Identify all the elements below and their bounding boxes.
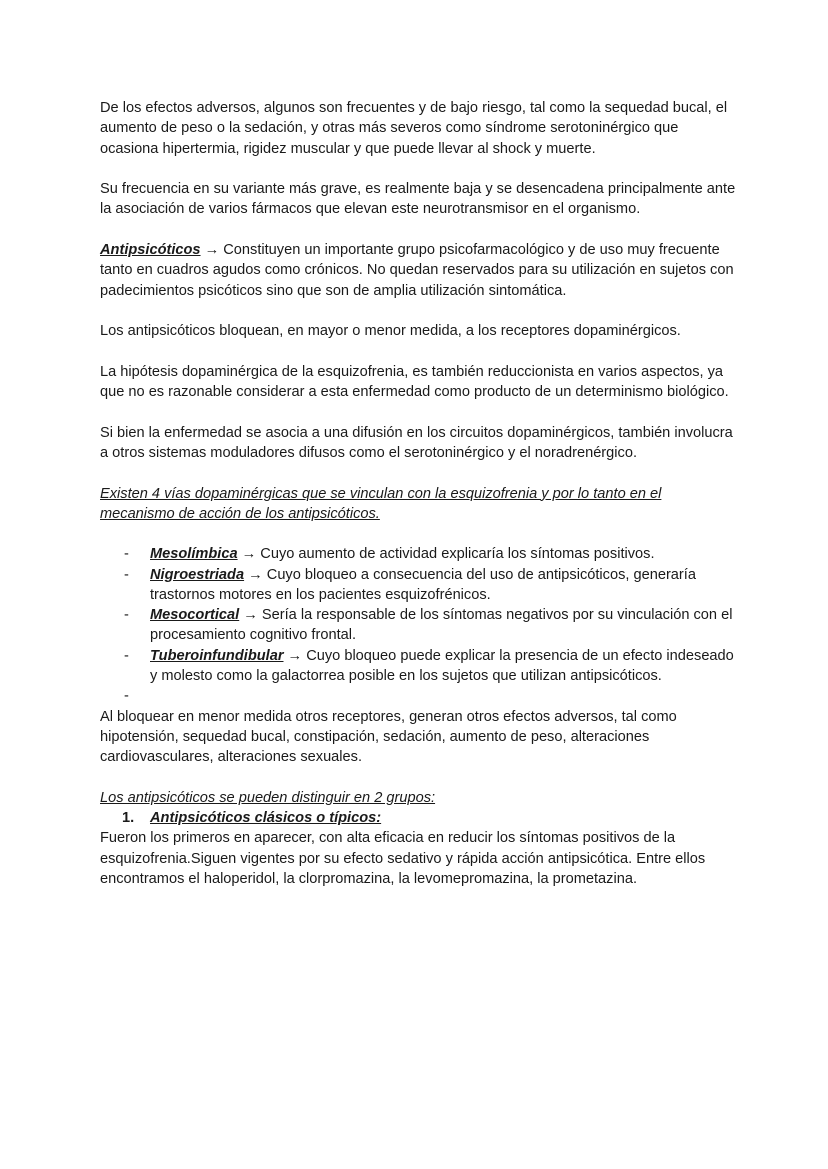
document-body bbox=[100, 98, 740, 889]
bullet-dash: - bbox=[124, 647, 129, 664]
heading-groups: Los antipsicóticos se pueden distinguir en 2 grupos: bbox=[100, 789, 436, 806]
bullet-dash: - bbox=[124, 607, 129, 624]
paragraph-adverse-effects: De los efectos adversos, algunos son frecuentes y de bajo riesgo, tal como la sequedad bucal, el aumento de peso o la sedación, y otras más severos como síndrome serotoninérgico que ocasiona hipertermia, rigidez muscular y que puede llevar al shock y muerte. bbox=[100, 100, 728, 157]
group-label: Antipsicóticos clásicos o típicos: bbox=[150, 810, 382, 827]
bullet-dash: - bbox=[124, 566, 129, 583]
list-item-pathway bbox=[100, 646, 740, 687]
group-number: 1. bbox=[122, 810, 135, 827]
antipsychotics-definition: → Constituyen un importante grupo psicofarmacológico y de uso muy frecuente tanto en cuadros agudos como crónicos. No quedan reservados para su utilización en sujetos con padecimientos psicóticos sino que son de amplia utilización sintomática. bbox=[100, 242, 734, 299]
pathways-list bbox=[100, 544, 740, 706]
pathway-name: Mesocortical bbox=[150, 607, 240, 624]
paragraph-frequency: Su frecuencia en su variante más grave, es realmente baja y se desencadena principalmente ante la asociación de varios fármacos que elevan este neurotransmisor en el organismo. bbox=[100, 181, 736, 218]
list-item-pathway bbox=[100, 544, 740, 564]
pathway-name: Mesolímbica bbox=[150, 546, 238, 563]
paragraph-dopamine-hypothesis: La hipótesis dopaminérgica de la esquizofrenia, es también reduccionista en varios aspectos, ya que no es razonable considerar a esta enfermedad como producto de un determinismo biológico. bbox=[100, 363, 729, 401]
pathway-name: Nigroestriada bbox=[150, 566, 245, 583]
bullet-dash: - bbox=[124, 688, 129, 705]
paragraph-classic-antipsychotics: Fueron los primeros en aparecer, con alta eficacia en reducir los síntomas positivos de la esquizofrenia.Siguen vigentes por su efecto sedativo y rápida acción antipsicótica. Entre ellos encontramos el haloperidol, la clorpromazina, la levomepromazina, la prometazina. bbox=[100, 830, 706, 887]
pathway-name: Tuberoinfundibular bbox=[150, 647, 284, 664]
list-item-pathway bbox=[100, 605, 740, 646]
paragraph-antipsychotics-intro bbox=[100, 240, 740, 301]
term-antipsicoticos: Antipsicóticos bbox=[100, 242, 201, 259]
pathway-description: → Cuyo bloqueo a consecuencia del uso de antipsicóticos, generaría trastornos motores en los pacientes esquizofrénicos. bbox=[150, 566, 696, 603]
paragraph-receptor-blocking: Los antipsicóticos bloquean, en mayor o menor medida, a los receptores dopaminérgicos. bbox=[100, 323, 681, 340]
list-item-pathway bbox=[100, 565, 740, 606]
pathway-description: → Cuyo aumento de actividad explicaría los síntomas positivos. bbox=[237, 546, 655, 563]
pathway-description: → Cuyo bloqueo puede explicar la presencia de un efecto indeseado y molesto como la galactorrea posible en los sujetos que utilizan antipsicóticos. bbox=[150, 647, 734, 685]
heading-dopamine-pathways: Existen 4 vías dopaminérgicas que se vinculan con la esquizofrenia y por lo tanto en el mecanismo de acción de los antipsicóticos. bbox=[100, 485, 662, 522]
paragraph-modulator-systems: Si bien la enfermedad se asocia a una difusión en los circuitos dopaminérgicos, también involucra a otros sistemas moduladores difusos como el serotoninérgico y el noradrenérgico. bbox=[100, 424, 733, 462]
paragraph-other-effects: Al bloquear en menor medida otros receptores, generan otros efectos adversos, tal como hipotensión, sequedad bucal, constipación, sedación, aumento de peso, alteraciones cardiovasculares, alteraciones sexuales. bbox=[100, 708, 677, 766]
numbered-item-group bbox=[100, 808, 740, 828]
pathway-description: → Sería la responsable de los síntomas negativos por su vinculación con el procesamiento cognitivo frontal. bbox=[150, 607, 733, 644]
list-item-empty bbox=[100, 686, 740, 706]
bullet-dash: - bbox=[124, 546, 129, 563]
